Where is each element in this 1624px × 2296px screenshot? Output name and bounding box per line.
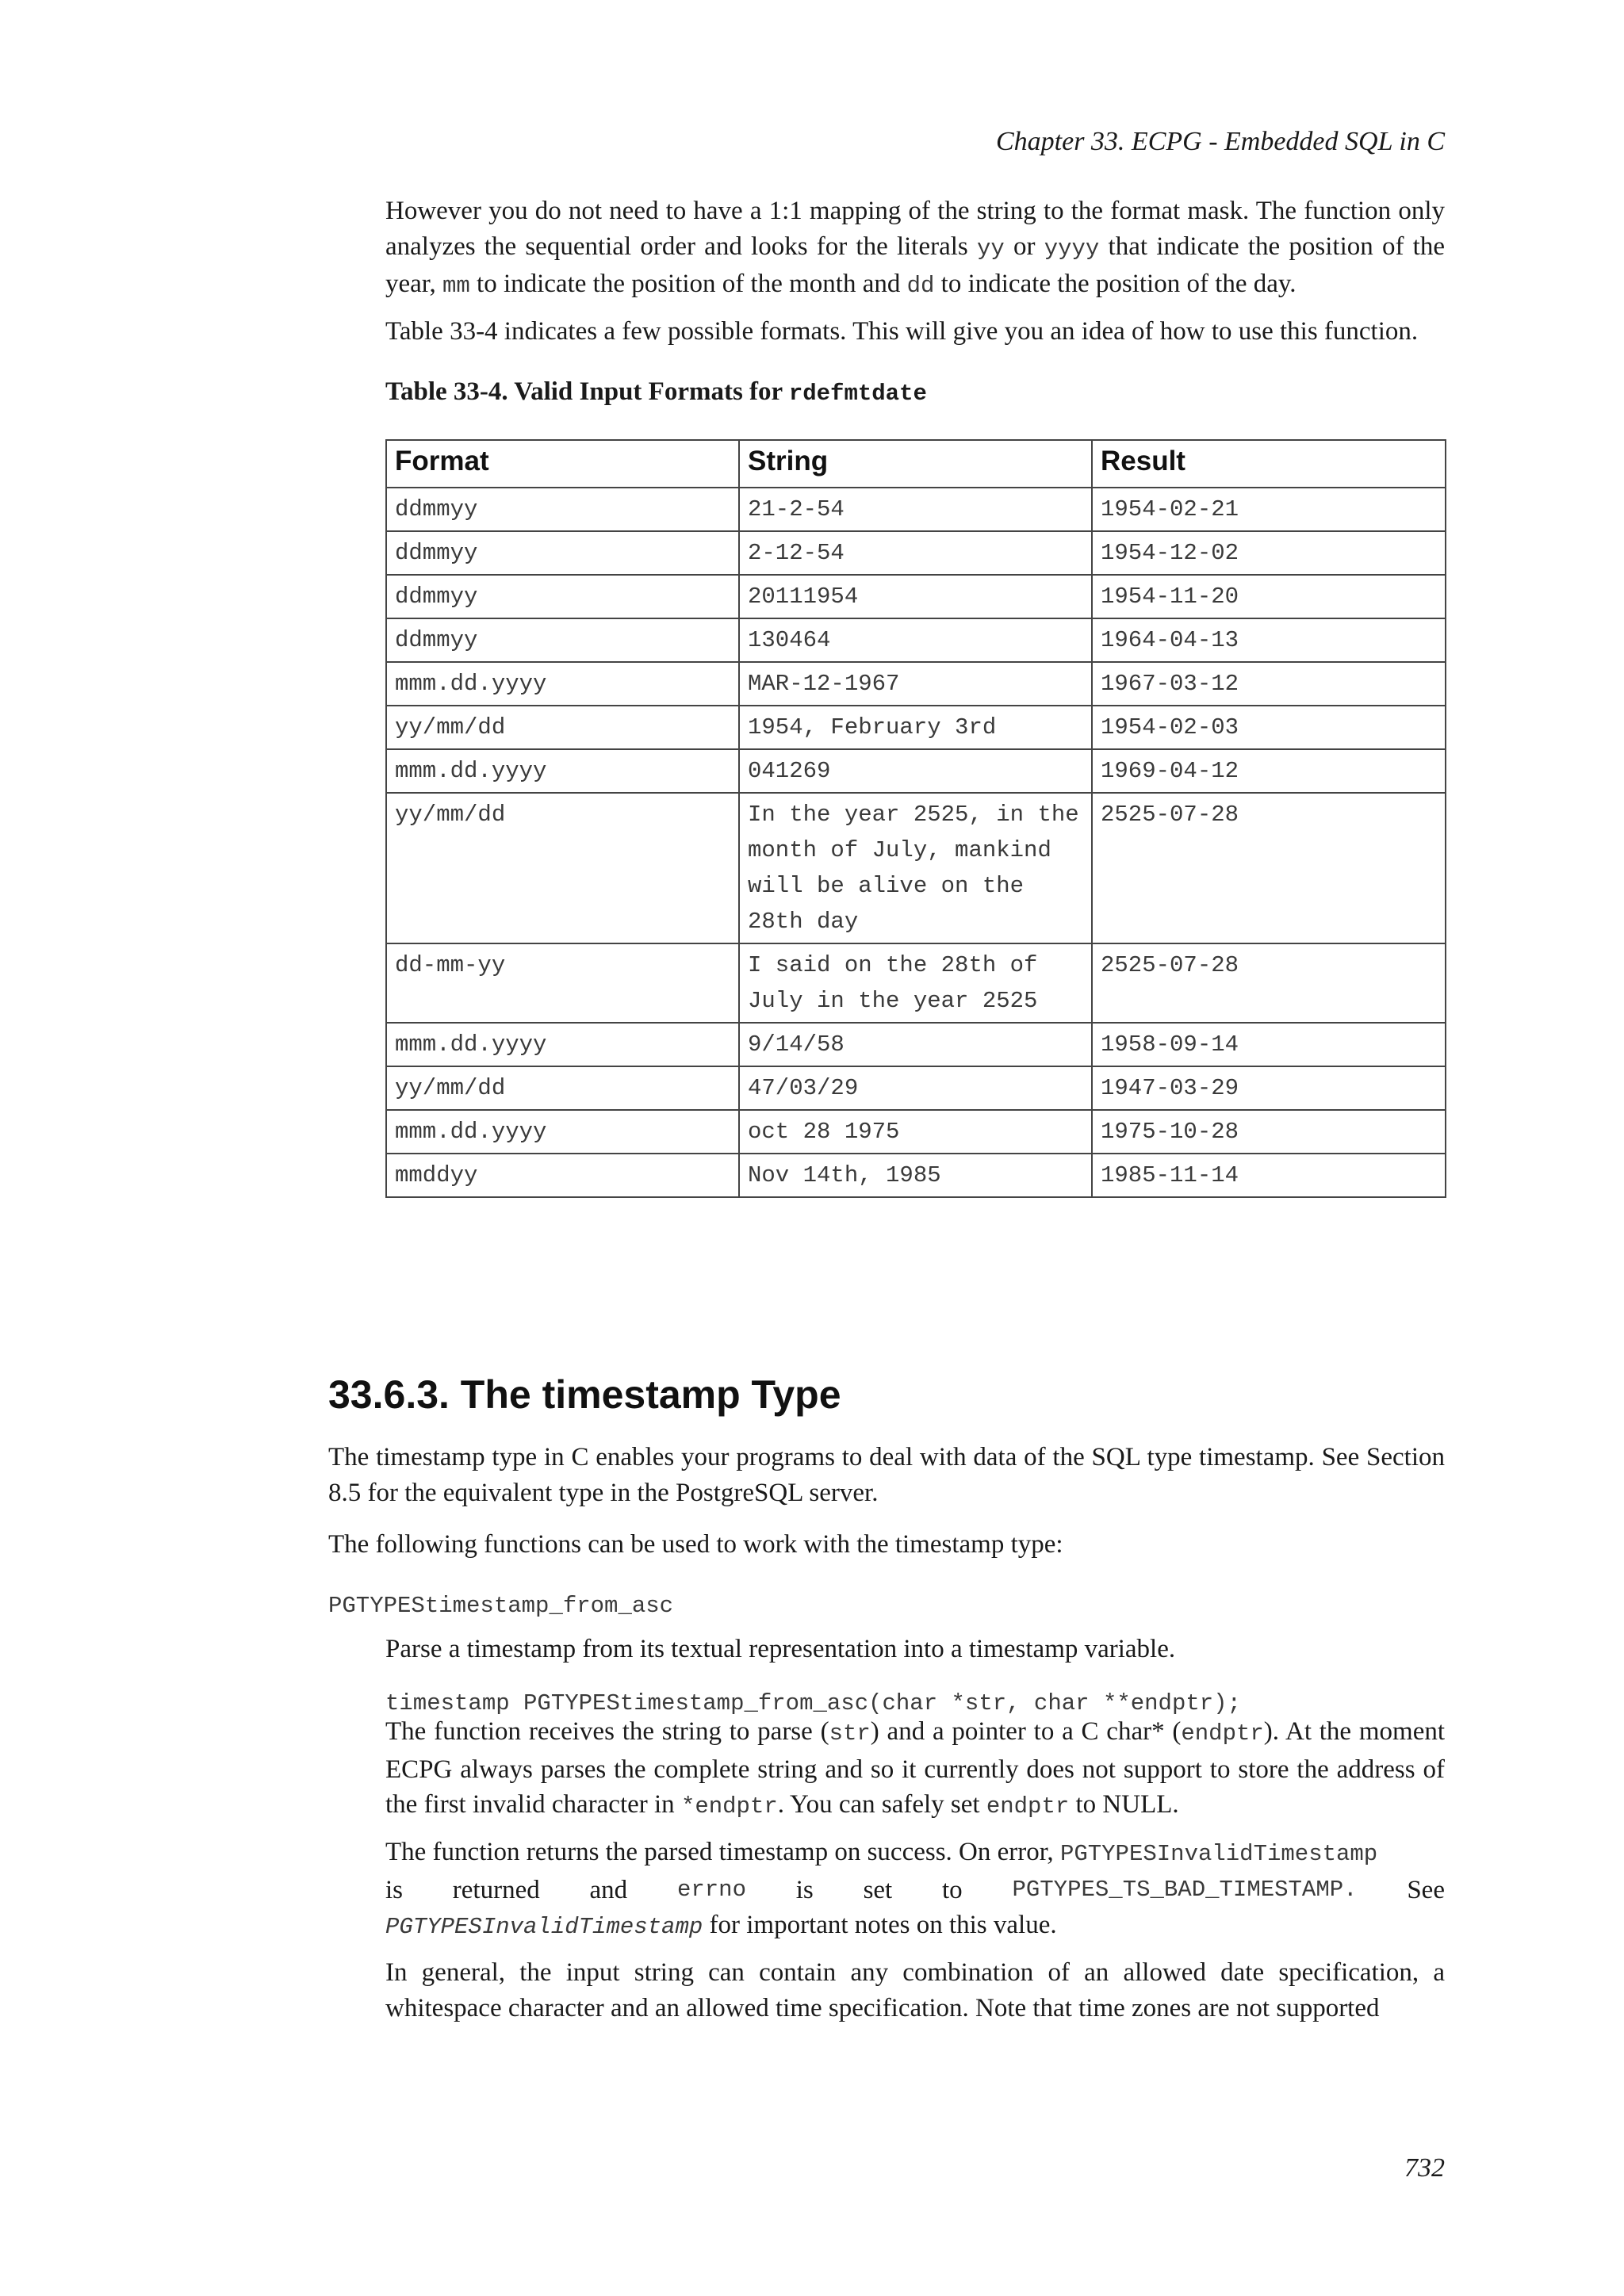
- table-row: [386, 531, 1446, 575]
- cell-result: 1975-10-28: [1092, 1110, 1446, 1154]
- cell-format: mmddyy: [386, 1154, 739, 1197]
- cell-result: 1947-03-29: [1092, 1066, 1446, 1110]
- cell-format: ddmmyy: [386, 575, 739, 618]
- function-paragraph-1: The function receives the string to parse (str) and a pointer to a C char* (endptr). At the moment ECPG always parses the complete string and so it currently does not support to store the address of the first invalid character in *endptr. You can safely set endptr to NULL.: [385, 1717, 1446, 1820]
- cell-result: 1985-11-14: [1092, 1154, 1446, 1197]
- cell-result: 1954-11-20: [1092, 575, 1446, 618]
- header-string: String: [739, 440, 1092, 488]
- cell-string: 041269: [739, 749, 1092, 793]
- function-paragraph-2-line-3: PGTYPESInvalidTimestamp for important notes on this value.: [385, 1911, 1057, 1940]
- running-header: Chapter 33. ECPG - Embedded SQL in C: [995, 127, 1445, 156]
- cell-format: ddmmyy: [386, 531, 739, 575]
- cell-result: 1969-04-12: [1092, 749, 1446, 793]
- cell-result: 1954-02-21: [1092, 488, 1446, 531]
- cell-format: ddmmyy: [386, 488, 739, 531]
- page-number: 732: [1404, 2153, 1445, 2183]
- function-description: Parse a timestamp from its textual representation into a timestamp variable.: [385, 1635, 1176, 1663]
- cell-format: mmm.dd.yyyy: [386, 1110, 739, 1154]
- cell-result: 1958-09-14: [1092, 1023, 1446, 1066]
- intro-paragraph-1: However you do not need to have a 1:1 mapping of the string to the format mask. The function only analyzes the sequential order and looks for the literals yy or yyyy that indicate the position of the year, mm to indicate the position of the month and dd to indicate the position of the day.: [385, 197, 1445, 299]
- table-row: [386, 1110, 1446, 1154]
- function-paragraph-3: In general, the input string can contain any combination of an allowed date specification, a whitespace character and an allowed time specification. Note that time zones are not supported: [385, 1958, 1445, 2022]
- cell-string: In the year 2525, in the month of July, mankind will be alive on the 28th day: [739, 793, 1092, 943]
- cell-string: 130464: [739, 618, 1092, 662]
- header-result: Result: [1092, 440, 1446, 488]
- cell-result: 1967-03-12: [1092, 662, 1446, 706]
- function-paragraph-2-line-2: is returned and errno is set to PGTYPES_TS_BAD_TIMESTAMP. See: [385, 1875, 1445, 1904]
- cell-string: 2-12-54: [739, 531, 1092, 575]
- cell-result: 1954-02-03: [1092, 706, 1446, 749]
- cell-format: yy/mm/dd: [386, 793, 739, 943]
- cell-string: 1954, February 3rd: [739, 706, 1092, 749]
- table-row: [386, 488, 1446, 531]
- function-term: PGTYPEStimestamp_from_asc: [328, 1593, 674, 1619]
- table-row: [386, 575, 1446, 618]
- cell-format: mmm.dd.yyyy: [386, 1023, 739, 1066]
- cell-string: 9/14/58: [739, 1023, 1092, 1066]
- section-paragraph-2: The following functions can be used to work with the timestamp type:: [328, 1530, 1063, 1559]
- table-row: [386, 749, 1446, 793]
- section-paragraph-1: The timestamp type in C enables your programs to deal with data of the SQL type timestamp. See Section 8.5 for the equivalent type in the PostgreSQL server.: [328, 1443, 1445, 1507]
- header-format: Format: [386, 440, 739, 488]
- cell-string: 47/03/29: [739, 1066, 1092, 1110]
- table-caption: Table 33-4. Valid Input Formats for rdefmtdate: [385, 377, 927, 407]
- table-row: [386, 1066, 1446, 1110]
- function-paragraph-2-line-1: The function returns the parsed timestamp on success. On error, PGTYPESInvalidTimestamp: [385, 1838, 1378, 1867]
- table-row: [386, 793, 1446, 943]
- cell-string: 20111954: [739, 575, 1092, 618]
- table-row: [386, 1023, 1446, 1066]
- cell-format: mmm.dd.yyyy: [386, 662, 739, 706]
- section-title: 33.6.3. The timestamp Type: [328, 1372, 841, 1417]
- cell-format: mmm.dd.yyyy: [386, 749, 739, 793]
- cell-format: dd-mm-yy: [386, 943, 739, 1023]
- cell-result: 2525-07-28: [1092, 793, 1446, 943]
- cell-format: yy/mm/dd: [386, 706, 739, 749]
- function-paragraph-2: [385, 1835, 1445, 1946]
- table-row: [386, 662, 1446, 706]
- function-signature: timestamp PGTYPEStimestamp_from_asc(char *str, char **endptr);: [385, 1690, 1241, 1716]
- cell-string: MAR-12-1967: [739, 662, 1092, 706]
- intro-paragraph-2: Table 33-4 indicates a few possible formats. This will give you an idea of how to use this function.: [385, 317, 1419, 346]
- cell-format: yy/mm/dd: [386, 1066, 739, 1110]
- invalid-timestamp-link[interactable]: PGTYPESInvalidTimestamp: [385, 1914, 703, 1940]
- cell-string: Nov 14th, 1985: [739, 1154, 1092, 1197]
- formats-table: [385, 439, 1446, 1198]
- cell-string: 21-2-54: [739, 488, 1092, 531]
- cell-result: 1954-12-02: [1092, 531, 1446, 575]
- cell-result: 2525-07-28: [1092, 943, 1446, 1023]
- table-row: [386, 1154, 1446, 1197]
- table-row: [386, 706, 1446, 749]
- table-row: [386, 618, 1446, 662]
- cell-format: ddmmyy: [386, 618, 739, 662]
- cell-result: 1964-04-13: [1092, 618, 1446, 662]
- table-header-row: [386, 440, 1446, 488]
- table-row: [386, 943, 1446, 1023]
- cell-string: oct 28 1975: [739, 1110, 1092, 1154]
- cell-string: I said on the 28th of July in the year 2525: [739, 943, 1092, 1023]
